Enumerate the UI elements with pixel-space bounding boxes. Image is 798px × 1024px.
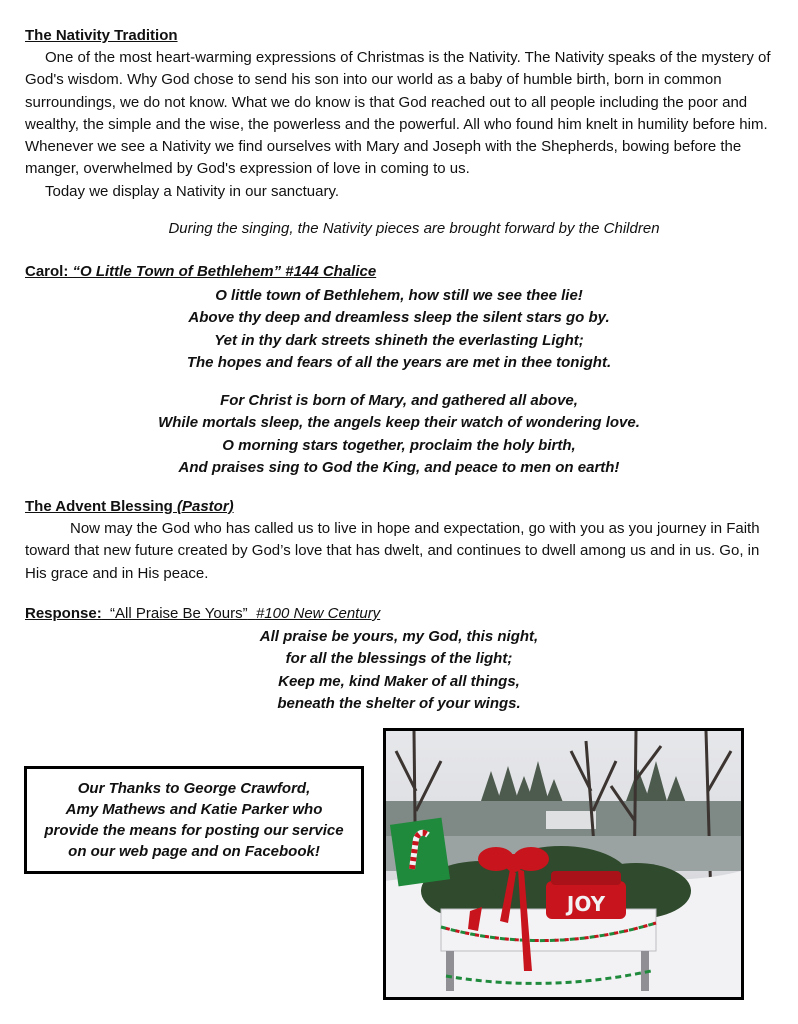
blessing-role: (Pastor) <box>176 498 234 515</box>
carol-verse-line: O morning stars together, proclaim the holy birth, <box>222 436 576 454</box>
blessing-paragraph <box>25 518 777 585</box>
blessing-text: Now may the God who has called us to live in hope and expectation, go with you as you journey in Faith toward that new future created by God’s love that has dwelt, and continues to dwell among us and in us. Go, in His grace and in His peace. <box>25 520 760 582</box>
nativity-instruction: During the singing, the Nativity pieces are brought forward by the Children <box>168 220 660 237</box>
nativity-display-text: Today we display a Nativity in our sanctuary. <box>45 182 340 200</box>
carol-verse-line: For Christ is born of Mary, and gathered all above, <box>220 392 578 409</box>
response-verse-line: beneath the shelter of your wings. <box>277 694 521 712</box>
carol-verse-1 <box>0 285 798 374</box>
response-verse <box>0 626 798 715</box>
carol-verse-line: The hopes and fears of all the years are met in thee tonight. <box>186 353 612 371</box>
response-verse-line: Keep me, kind Maker of all things, <box>278 672 520 690</box>
carol-verse-line: Yet in thy dark streets shineth the everlasting Light; <box>214 331 584 349</box>
nativity-heading: The Nativity Tradition <box>25 27 178 44</box>
carol-verse-line: While mortals sleep, the angels keep their watch of wondering love. <box>158 414 640 432</box>
carol-heading <box>25 263 376 280</box>
blessing-label: The Advent Blessing <box>25 498 177 515</box>
joy-text: JOY <box>566 892 606 916</box>
carol-verse-line: O little town of Bethlehem, how still we see thee lie! <box>215 287 583 304</box>
response-verse-line: for all the blessings of the light; <box>285 650 513 668</box>
carol-title: “O Little Town of Bethlehem” #144 Chalice <box>72 263 377 280</box>
blessing-heading <box>25 498 234 515</box>
thanks-box <box>24 766 364 874</box>
planter-scene <box>386 731 741 997</box>
response-heading <box>25 605 380 622</box>
joy-sign <box>546 871 626 919</box>
carol-verse-2 <box>0 390 798 479</box>
candy-cane-flag <box>390 818 450 887</box>
carol-verse-line: Above thy deep and dreamless sleep the silent stars go by. <box>188 309 610 327</box>
response-title: “All Praise Be Yours” <box>110 605 248 622</box>
christmas-planter-photo <box>383 728 744 1000</box>
thanks-line: provide the means for posting our service <box>44 822 344 839</box>
thanks-line: Amy Mathews and Katie Parker who <box>65 801 323 818</box>
nativity-text: One of the most heart-warming expressions of Christmas is the Nativity. The Nativity speaks of the mystery of God's wisdom. Why God chose to send his son into our world as a baby of humble birth, born in common surroundings, we do not know. What we do know is that God reached out to all people including the poor and wealthy, the simple and the wise, the powerless and the powerful. All who found him knelt in humility before him. Whenever we see a Nativity we find ourselves with Mary and Joseph with the Shepherds, bowing before the manger, overwhelmed by God's expression of love in coming to us. <box>25 49 771 178</box>
planter-leg <box>446 951 454 991</box>
thanks-line: Our Thanks to George Crawford, <box>77 780 311 797</box>
carol-label: Carol: <box>25 263 73 280</box>
response-hymn: #100 New Century <box>255 605 381 622</box>
nativity-paragraph <box>25 47 777 203</box>
house <box>546 811 596 829</box>
response-verse-line: All praise be yours, my God, this night, <box>259 628 539 645</box>
response-label: Response: <box>25 605 102 622</box>
thanks-line: on our web page and on Facebook! <box>68 843 320 860</box>
carol-verse-line: And praises sing to God the King, and peace to men on earth! <box>178 458 620 476</box>
